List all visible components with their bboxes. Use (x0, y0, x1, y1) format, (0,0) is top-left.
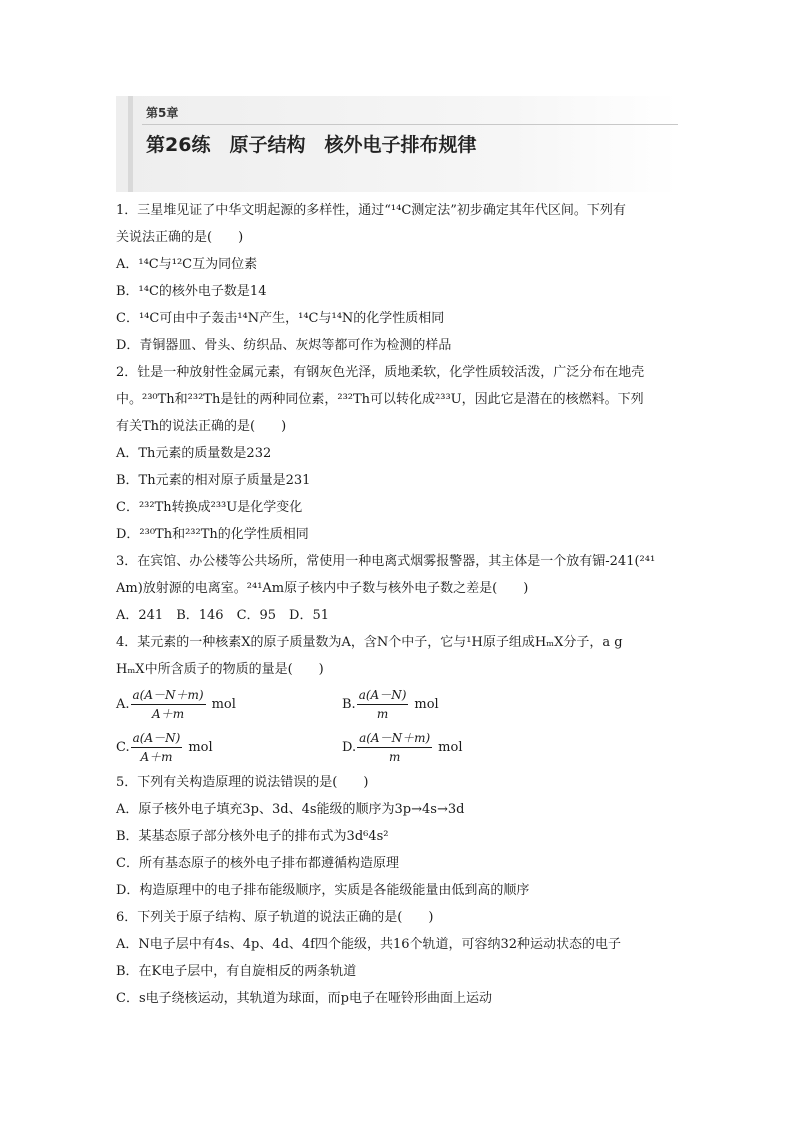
unit: mol (211, 697, 236, 712)
text-line: B．Th元素的相对原子质量是231 (116, 473, 311, 488)
denominator: m (388, 750, 401, 764)
text-line: 中。²³⁰Th和²³²Th是钍的两种同位素，²³²Th可以转化成²³³U，因此它是潜在的核燃料。下列 (116, 392, 644, 407)
option-a (116, 687, 342, 722)
question-content (116, 197, 681, 1012)
text-line: Am)放射源的电离室。²⁴¹Am原子核内中子数与核外电子数之差是( ) (116, 581, 529, 596)
option-letter: C. (116, 740, 130, 755)
text-line: B．¹⁴C的核外电子数是14 (116, 284, 267, 299)
text-line: A．N电子层中有4s、4p、4d、4f四个能级，共16个轨道，可容纳32种运动状态的电子 (116, 937, 622, 952)
page-title: 第26练 原子结构 核外电子排布规律 (146, 134, 477, 156)
option-b (342, 687, 568, 722)
text-line: A．Th元素的质量数是232 (116, 446, 272, 461)
fraction-options-row (116, 726, 681, 769)
option-d (342, 730, 568, 765)
text-line: B．某基态原子部分核外电子的排布式为3d⁶4s² (116, 829, 389, 844)
text-line: 4．某元素的一种核素X的原子质量数为A，含N个中子，它与¹H原子组成HₘX分子，a g (116, 635, 623, 650)
text-line: C．s电子绕核运动，其轨道为球面，而p电子在哑铃形曲面上运动 (116, 991, 492, 1006)
text-line: 5．下列有关构造原理的说法错误的是( ) (116, 775, 369, 790)
denominator: A＋m (140, 750, 173, 764)
text-line: 6．下列关于原子结构、原子轨道的说法正确的是( ) (116, 910, 434, 925)
text-line: 3．在宾馆、办公楼等公共场所，常使用一种电离式烟雾报警器，其主体是一个放有镅-241(²⁴¹ (116, 554, 656, 569)
text-line: D．青铜器皿、骨头、纺织品、灰烬等都可作为检测的样品 (116, 338, 452, 353)
fraction (131, 687, 206, 722)
fraction-options-row (116, 683, 681, 726)
text-line: C．¹⁴C可由中子轰击¹⁴N产生，¹⁴C与¹⁴N的化学性质相同 (116, 311, 445, 326)
text-line: HₘX中所含质子的物质的量是( ) (116, 662, 324, 677)
denominator: A＋m (152, 707, 185, 721)
numerator: a(A－N＋m) (357, 730, 432, 748)
text-line: A．原子核外电子填充3p、3d、4s能级的顺序为3p→4s→3d (116, 802, 465, 817)
text-line: C．所有基态原子的核外电子排布都遵循构造原理 (116, 856, 399, 871)
text-line: D．²³⁰Th和²³²Th的化学性质相同 (116, 527, 309, 542)
unit: mol (438, 740, 463, 755)
text-line: C．²³²Th转换成²³³U是化学变化 (116, 500, 303, 515)
text-line: B．在K电子层中，有自旋相反的两条轨道 (116, 964, 357, 979)
option-letter: D. (342, 740, 357, 755)
option-letter: A. (116, 697, 130, 712)
header-accent-bar (128, 96, 133, 192)
chapter-header (116, 96, 678, 192)
text-line: 有关Th的说法正确的是( ) (116, 419, 287, 434)
numerator: a(A－N) (131, 730, 183, 748)
unit: mol (188, 740, 213, 755)
text-line: D．构造原理中的电子排布能级顺序，实质是各能级能量由低到高的顺序 (116, 883, 530, 898)
unit: mol (414, 697, 439, 712)
denominator: m (376, 707, 389, 721)
fraction (357, 730, 432, 765)
text-line: 2．钍是一种放射性金属元素，有钢灰色光泽，质地柔软，化学性质较活泼，广泛分布在地壳 (116, 365, 645, 380)
chapter-label: 第5章 (146, 106, 179, 120)
fraction (131, 730, 183, 765)
option-letter: B. (342, 697, 356, 712)
text-line: A．¹⁴C与¹²C互为同位素 (116, 257, 258, 272)
fraction (357, 687, 409, 722)
numerator: a(A－N) (357, 687, 409, 705)
option-c (116, 730, 342, 765)
text-line: 关说法正确的是( ) (116, 230, 244, 245)
text-line: A．241 B．146 C．95 D．51 (116, 608, 330, 623)
header-divider (142, 124, 678, 125)
numerator: a(A－N＋m) (131, 687, 206, 705)
text-line: 1．三星堆见证了中华文明起源的多样性，通过“¹⁴C测定法”初步确定其年代区间。下列有 (116, 203, 626, 218)
